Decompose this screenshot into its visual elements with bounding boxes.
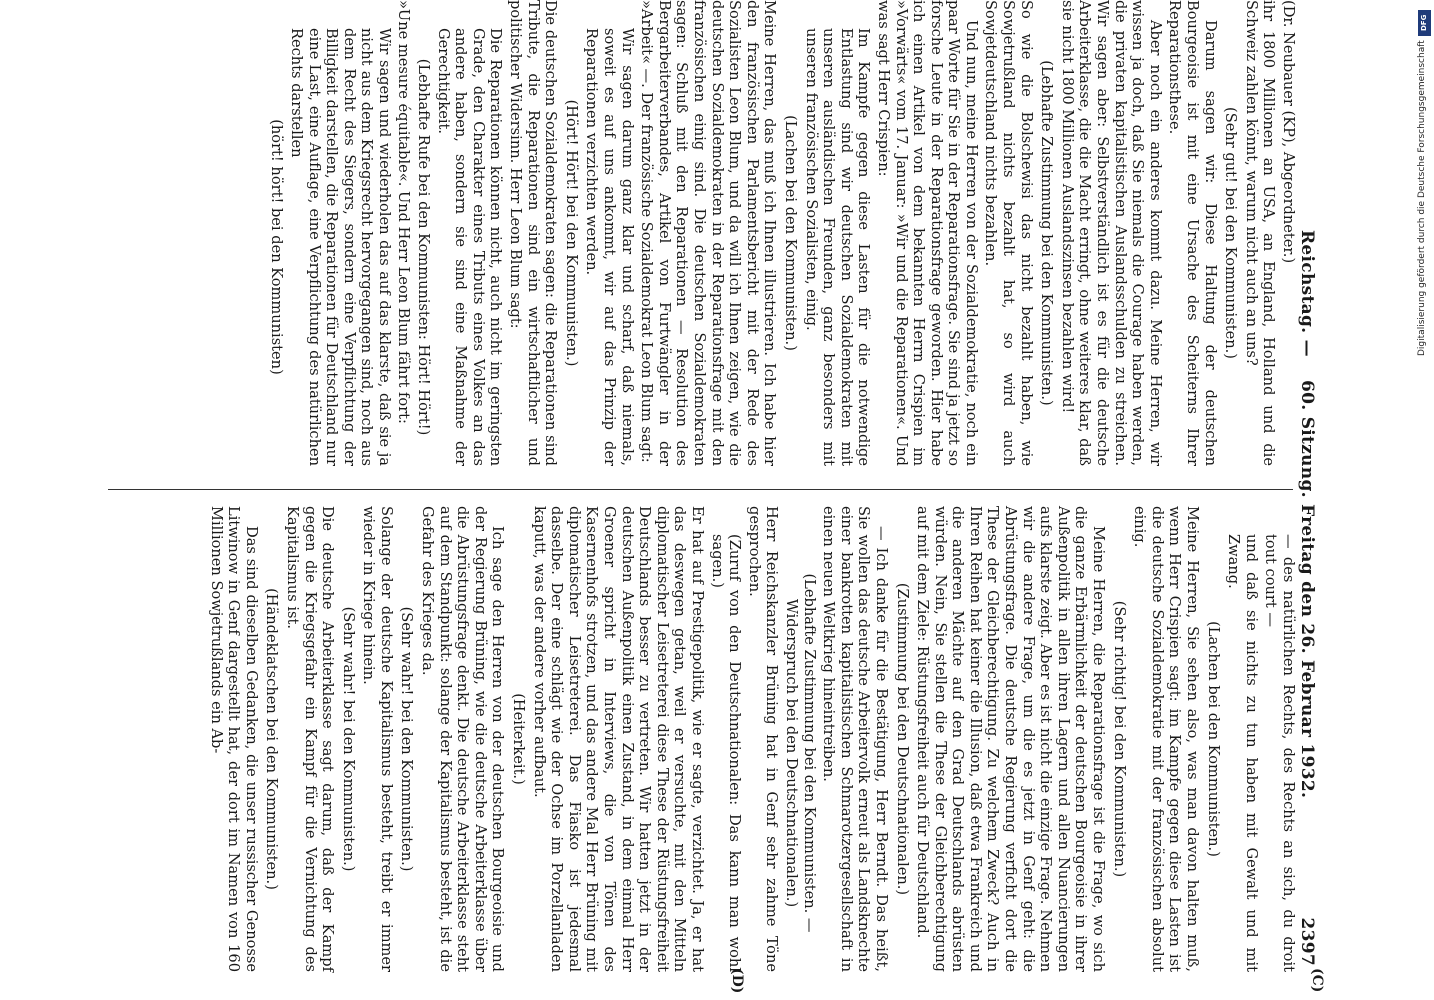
paragraph: Die deutschen Sozialdemokraten sagen: die Reparationen sind Tribute, die Reparationen sind ein wirtschaftlicher und politischer Widersinn. Herr Leon Blum sagt: — [507, 0, 560, 466]
paragraph: ihr 1800 Millionen an USA, an England, Holland und die Schweiz zahlen könnt, warum nicht auch an uns? — [1242, 0, 1278, 466]
margin-marker-d: (D) — [729, 968, 745, 994]
paragraph: (hört! hört! bei den Kommunisten) — [268, 119, 286, 375]
paragraph: Im Kampfe gegen diese Lasten für die notwendige Entlastung sind wir deutschen Sozialdemokraten mit unseren ausländischen Freunden, ganz besonders mit unseren französischen Sozialisten, einig. — [802, 28, 873, 466]
left-column — [107, 0, 1297, 466]
header-session-date: 60. Sitzung. Freitag den 26. Februar 1932. — [1297, 380, 1317, 799]
paragraph: Herr Reichskanzler Brüning hat in Genf sehr zahme Töne gesprochen. — [745, 506, 781, 972]
paragraph: Ich sage den Herren von der deutschen Bourgeoisie und der Regierung Brüning, wie die deutsche Arbeiterklasse über die Abrüstungsfrage denkt. Die deutsche Arbeiterklasse steht auf dem Standpunkt: solange der Kapitalismus besteht, ist die Gefahr des Krieges da. — [419, 506, 507, 972]
paragraph: »Une mesure équitable«. Und Herr Leon Blum fährt fort: — [395, 0, 413, 424]
paragraph: Er hat auf Prestigepolitik, wie er sagte, verzichtet. Ja, er hat das deswegen getan, weil er versuchte, mit den Mitteln diplomatischer Leisetreterei diese These der Rüstungsfreiheit Deutschlands besser zu vertreten. Wir hatten jetzt in der deutschen Außenpolitik einen Zustand, in dem einmal Herr Groener spricht in Interviews, die von Tönen des Kasernenhofs strotzen, und das andere Mal Herr Brüning mit diplomatischer Leisetreterei. Das Fiasko ist jedesmal dasselbe. Der eine schlägt wie der Ochse im Porzellanladen kaputt, was der andere vorher aufbaut. — [530, 506, 706, 972]
paragraph: — Ich danke für die Bestätigung, Herr Berndt. Das heißt, Sie wollen das deutsche Arbeitervolk erneut als Landsknechte einer bankrotten kapitalistischen Schmarotzergesellschaft in einen neuen Weltkrieg hineintreiben. — [820, 506, 890, 972]
page-number: 2397 — [1297, 917, 1317, 966]
paragraph: Solange der deutsche Kapitalismus besteht, treibt er immer wieder in Kriege hinein. — [360, 506, 395, 972]
paragraph: (Zustimmung bei den Deutschnationalen.) — [893, 582, 911, 896]
digitization-credit: Digitalisierung gefördert durch die Deutsche Forschungsgemeinschaft — [1417, 40, 1427, 356]
page-header — [1297, 0, 1327, 986]
paragraph: (Dr. Neubauer (KP), Abgeordneter.) — [1280, 0, 1297, 264]
paragraph: (Sehr richtig! bei den Kommunisten.) — [1110, 600, 1128, 878]
paragraph: (Händeklatschen bei den Kommunisten.) — [263, 588, 281, 890]
paragraph: Das sind dieselben Gedanken, die unser russischer Genosse Litwinow in Genf dargestellt hat, der dort im Namen von 160 Millionen Sowjetrußlands ein Ab- — [207, 506, 260, 972]
document-page — [85, 0, 1415, 994]
paragraph: (Lebhafte Zustimmung bei den Kommunisten. — Widerspruch bei den Deutschnationalen.) — [782, 573, 818, 933]
paragraph: (Sehr wahr! bei den Kommunisten.) — [339, 606, 357, 872]
column-divider — [108, 489, 1293, 490]
header-parliament: Reichstag. — — [1297, 230, 1317, 357]
paragraph: — des natürlichen Rechts, des Rechts an sich, du droit tout court — — [1262, 534, 1297, 972]
paragraph: Meine Herren, das muß ich Ihnen illustrieren. Ich habe hier den französischen Parlamentsbericht mit der Rede des Sozialisten Leon Blum, und da will ich Ihnen zeigen, wie die deutschen Sozialdemokraten in der Reparationsfrage mit den französischen einig sind. Die deutschen Sozialdemokraten sagen: Schluß mit den Reparationen — Resolution des Bergarbeiterverbandes, Artikel von Furtwängler in der »Arbeit« —. Der französische Sozialdemokrat Leon Blum sagt: — [638, 0, 779, 466]
paragraph: (Zuruf von den Deutschnationalen: Das kann man wohl sagen.) — [708, 534, 744, 972]
paragraph: (Lebhafte Zustimmung bei den Kommunisten.) — [1038, 60, 1056, 406]
paragraph: (Lachen bei den Kommunisten.) — [1204, 621, 1222, 857]
paragraph: Wir sagen darum ganz klar und scharf, daß niemals, soweit es auf uns ankommt, wir auf das Prinzip der Reparationen verzichten werden. — [583, 28, 636, 466]
paragraph: und daß sie nichts zu tun haben mit Gewalt und mit Zwang. — [1225, 534, 1260, 972]
paragraph: Meine Herren, die Reparationsfrage ist die Frage, wo sich die ganze Erbärmlichkeit der deutschen Bourgeoisie in ihrer Außenpolitik in allen ihren Lagern und allen Nuancierungen aufs klarste zeigt. Aber es ist nicht die einzige Frage. Nehmen wir die andere Frage, um die es jetzt in Genf geht: die Abrüstungsfrage. Die deutsche Regierung verficht dort die These der Gleichberechtigung. Zu welchem Zweck? Auch in Ihren Reihen hat keiner die Illusion, daß etwa Frankreich und die anderen Mächte auf den Grad Deutschlands abrüsten würden. Nein, Sie stellen die These der Gleichberechtigung auf mit dem Ziele: Rüstungsfreiheit auch für Deutschland. — [914, 506, 1108, 972]
right-column — [107, 506, 1297, 972]
paragraph: (Heiterkeit.) — [510, 693, 528, 785]
paragraph: Die Reparationen können nicht, auch nicht im geringsten Grade, den Charakter eines Tributs eines Volkes an das andere haben, sondern sie sind eine Maßnahme der Gerechtigkeit. — [434, 28, 505, 466]
paragraph: (Sehr gut! bei den Kommunisten.) — [1222, 107, 1240, 359]
paragraph: Die deutsche Arbeiterklasse sagt darum, daß der Kampf gegen die Kriegsgefahr ein Kampf für die Vernichtung des Kapitalismus ist. — [283, 506, 337, 972]
paragraph: So wie die Bolschewisi das nicht bezahlt haben, wie Sowjetrußland nichts bezahlt hat, so wird auch Sowjetdeutschland nichts bezahlen. — [982, 0, 1035, 466]
paragraph: (Lachen bei den Kommunisten.) — [781, 115, 799, 351]
paragraph: (Sehr wahr! bei den Kommunisten.) — [398, 606, 416, 872]
paragraph: (Hört! Hört! bei den Kommunisten.) — [562, 99, 580, 367]
paragraph: (Lebhafte Rufe bei den Kommunisten: Hört! Hört!) — [415, 58, 433, 436]
paragraph: Und nun, meine Herren von der Sozialdemokratie, noch ein paar Worte für Sie in der Reparationsfrage. Sie sind ja jetzt so forsche Leute in der Reparationsfrage geworden. Hier habe ich einen Artikel von dem bekannten Herrn Crispien im »Vorwärts« vom 17. Januar: »Wir und die Reparationen«. Und was sagt Herr Crispien: — [874, 0, 980, 466]
paragraph: Meine Herren, Sie sehen also, was man davon halten muß, wenn Herr Crispien sagt: im Kampfe gegen diese Lasten ist die deutsche Sozialdemokratie mit der französischen absolut einig. — [1131, 506, 1202, 972]
paragraph: Darum sagen wir: Diese Haltung der deutschen Bourgeoisie ist mit eine Ursache des Scheiterns Ihrer Reparationsthese. — [1166, 0, 1219, 466]
paragraph: Wir sagen und wiederholen das auf das klarste, daß sie ja nicht aus dem Kriegsrecht hervorgegangen sind, noch aus dem Recht des Siegers, sondern eine Verpflichtung der Billigkeit darstellen, die Reparationen für Deutschland nur eine Last, eine Auflage, eine Verpflichtung des natürlichen Rechts darstellen — [287, 28, 393, 466]
paragraph: Aber noch ein anderes kommt dazu. Meine Herren, wir wissen ja doch, daß Sie niemals die Courage haben werden, die privaten kapitalistischen Auslandsschulden zu streichen. Wir sagen aber: Selbstverständlich ist es für die deutsche Arbeiterklasse, die die Macht erringt, ohne weiteres klar, daß sie nicht 1800 Millionen Auslandszinsen bezahlen wird! — [1058, 0, 1164, 466]
digitization-sidebar — [1415, 0, 1434, 1000]
dfg-logo: DFG — [1418, 10, 1431, 36]
margin-marker-c: (C) — [1309, 968, 1325, 993]
